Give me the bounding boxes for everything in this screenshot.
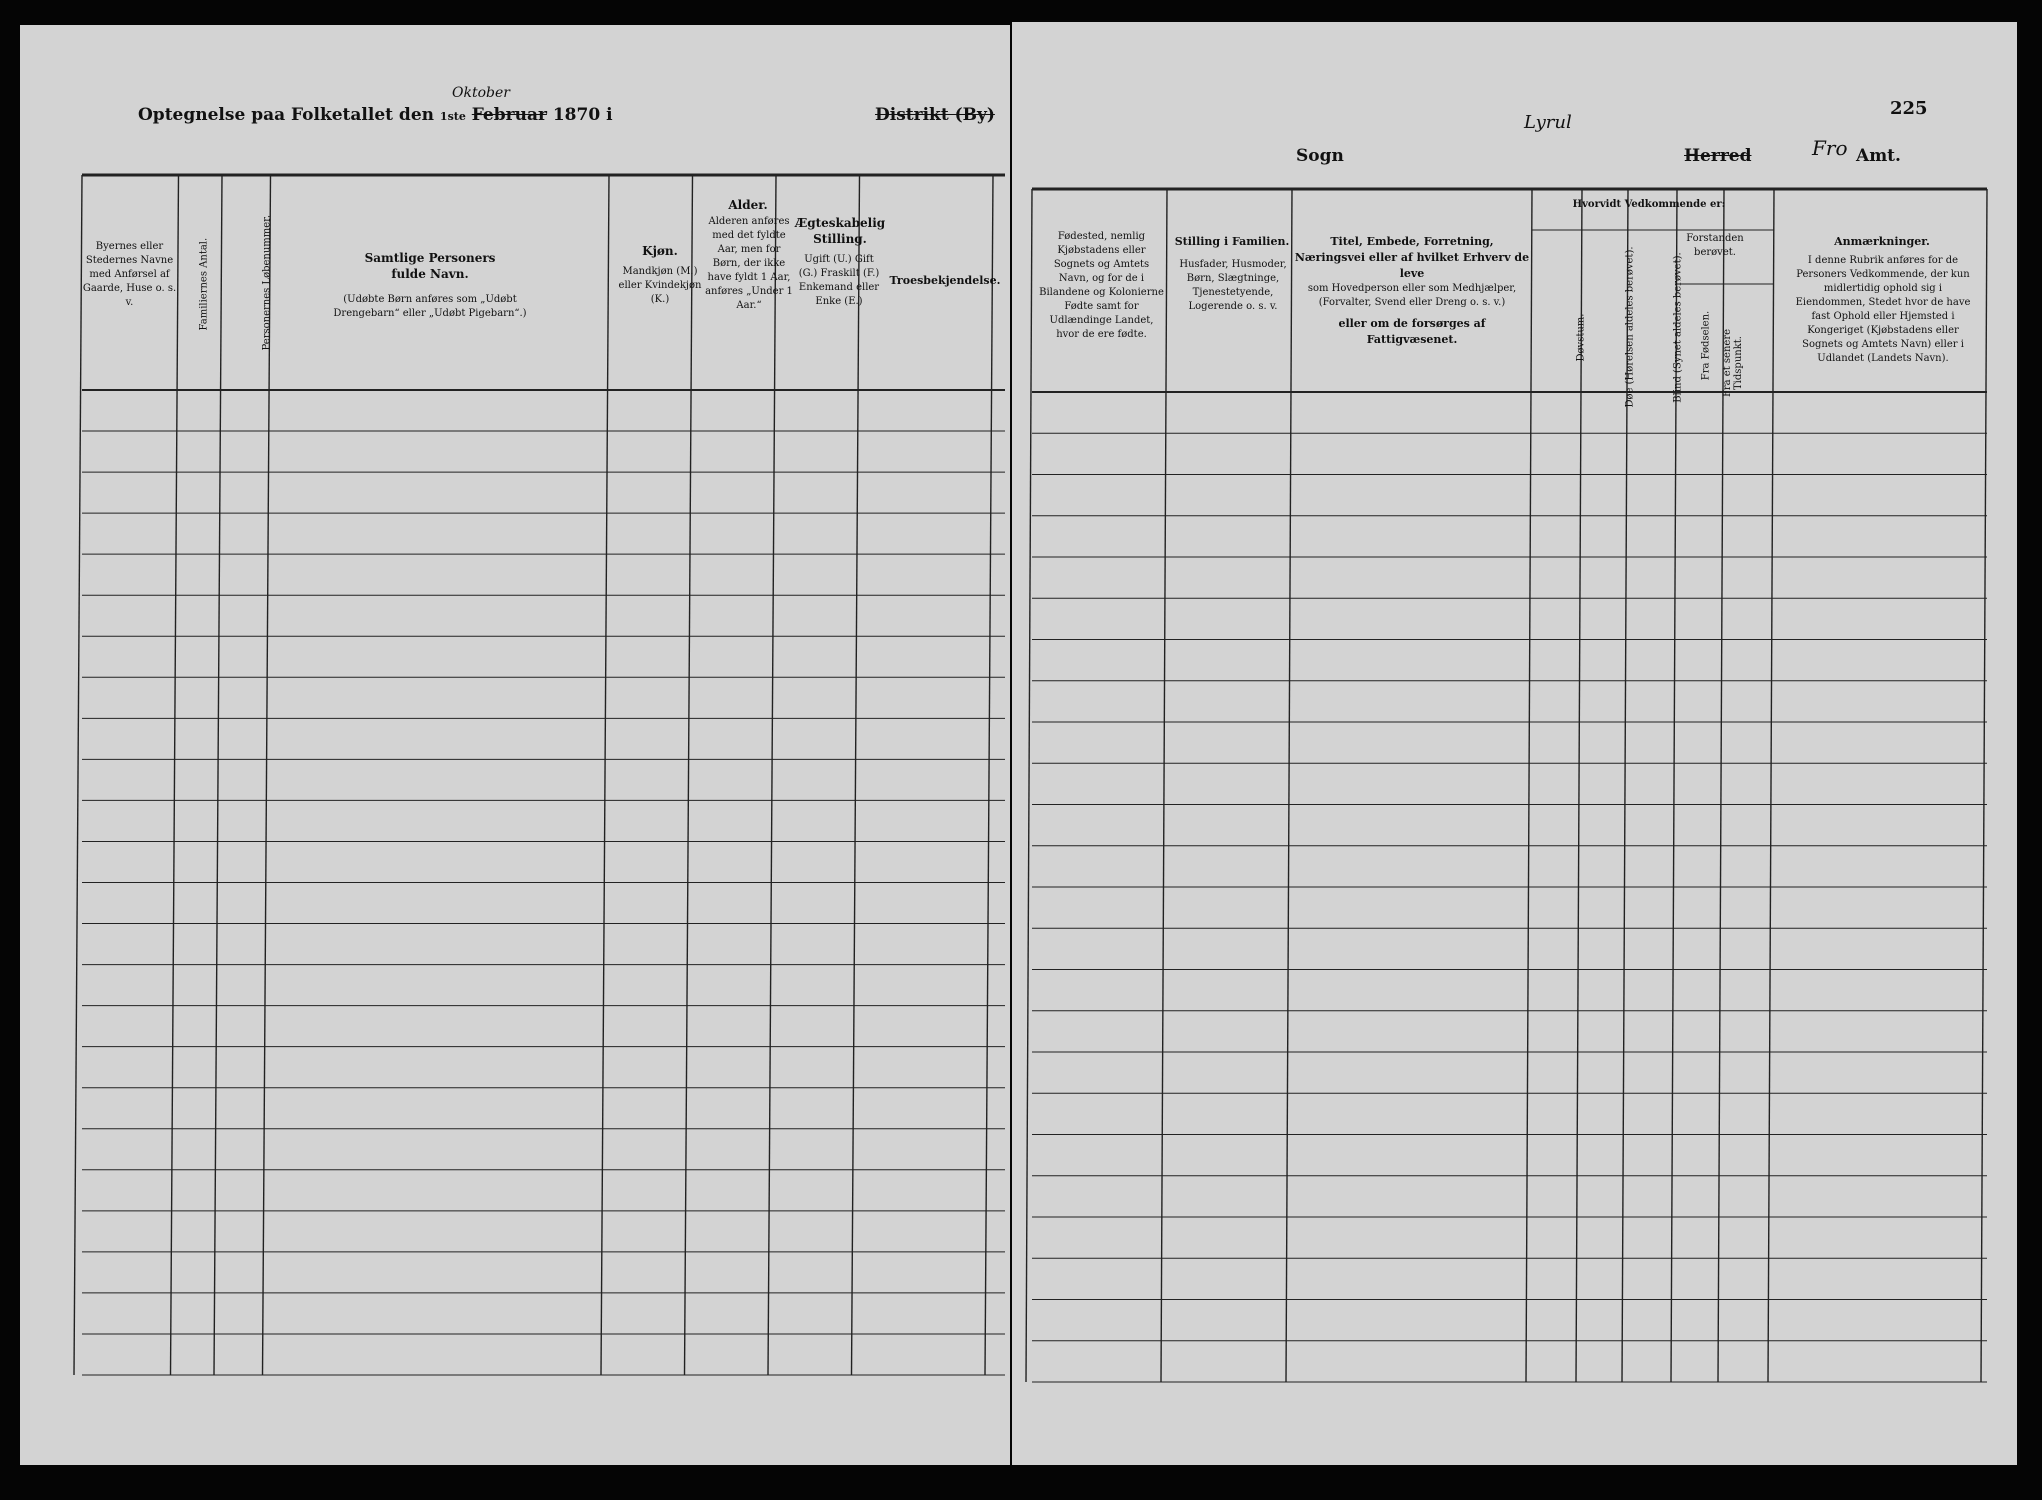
col-anm-title-visible: Anmærkninger. [1834, 235, 1930, 248]
col-titel-body: som Hovedperson eller som Medhjælper, (Forvalter, Svend eller Dreng o. s. v.) [1307, 283, 1517, 308]
col-personernes: Personernes Løbenummer. [261, 214, 273, 351]
title-year: 1870 i [552, 105, 613, 125]
col-fra-senere: Fra et senere Tidspunkt. [1722, 328, 1744, 398]
col-navn-note: (Udøbte Børn anføres som „Udøbt Drengebarn“ eller „Udøbt Pigebarn“.) [333, 294, 527, 319]
col-familiernes: Familiernes Antal. [198, 237, 210, 331]
col-alder-body: Alderen anføres med det fyldte Aar, men for Børn, der ikke have fyldt 1 Aar, anføres „Under 1 Aar.“ [705, 216, 793, 311]
amt-label: Amt. [1856, 146, 1901, 166]
parish-label: Sogn [1296, 146, 1344, 166]
col-anm-body: I denne Rubrik anføres for de Personers Vedkommende, der kun midlertidig ophold sig i Eiendommen, Stedet hvor de have fast Ophold eller Hjemsted i Kongeriget (Kjøbstadens eller Sognets og Amtets Navn) eller i Udlandet (Landets Navn). [1795, 255, 1971, 364]
column-line [852, 175, 860, 1375]
district-label: Distrikt (By) [875, 105, 995, 125]
col-byernes: Byernes eller Stedernes Navne med Anførsel af Gaarde, Huse o. s. v. [82, 241, 177, 308]
col-hvorvidt: Hvorvidt Vedkommende er: [1572, 199, 1726, 210]
col-titel-title: Titel, Embede, Forretning, Næringsvei eller af hvilket Erhverv de leve [1294, 235, 1530, 280]
col-titel-tail: eller om de forsørges af Fattigvæsenet. [1338, 317, 1486, 346]
col-doe: Døe (Hørelsen aldeles berøvet). [1624, 246, 1636, 408]
column-line [985, 175, 993, 1375]
column-line [1526, 189, 1532, 1382]
col-tros: Troesbekjendelse. [889, 274, 1001, 287]
herred-label: Herred [1684, 146, 1752, 166]
right-page [1012, 22, 2017, 1465]
column-line [1026, 189, 1032, 1382]
column-line [1981, 189, 1987, 1382]
column-line [768, 175, 776, 1375]
col-fra-fodselen: Fra Fødselen. [1700, 310, 1712, 381]
column-line [601, 175, 609, 1375]
page-number: 225 [1890, 98, 1928, 119]
col-forstanden: Forstanden berøvet. [1686, 233, 1744, 258]
col-kjon-body: Mandkjøn (M.) eller Kvindekjøn (K.) [618, 266, 702, 305]
column-line [263, 175, 271, 1375]
title-prefix: Optegnelse paa Folketallet den [138, 105, 434, 125]
column-line [171, 175, 179, 1375]
parish-handwritten: Lyrul [1524, 112, 1572, 133]
column-line [1286, 189, 1292, 1382]
col-dovstum: Døvstum. [1575, 313, 1587, 362]
col-navn-title: Samtlige Personers fulde Navn. [364, 251, 496, 281]
month-handwritten: Oktober [452, 85, 510, 101]
col-fodested: Fødested, nemlig Kjøbstadens eller Sognets og Amtets Navn, og for de i Bilandene og Kolonierne Fødte samt for Udlændinge Landet, hvor de ere fødte. [1039, 231, 1164, 340]
column-line [1161, 189, 1167, 1382]
col-alder-title: Alder. [728, 198, 768, 212]
title-day: 1ste [439, 110, 466, 123]
column-line [685, 175, 693, 1375]
amt-handwritten: Fro [1812, 136, 1848, 160]
col-blind: Blind (Synet aldeles berøvet). [1672, 252, 1684, 403]
title-month-struck: Februar [471, 105, 547, 125]
column-line [74, 175, 82, 1375]
col-aegt-body: Ugift (U.) Gift (G.) Fraskilt (F.) Enkemand eller Enke (E.) [798, 254, 880, 307]
column-line [1768, 189, 1774, 1382]
column-line [214, 175, 222, 1375]
col-stilling-body: Husfader, Husmoder, Børn, Slægtninge, Tjenestetyende, Logerende o. s. v. [1179, 259, 1287, 312]
col-kjon-title: Kjøn. [642, 244, 678, 258]
col-aegt-title: Ægteskabelig Stilling. [794, 216, 886, 246]
col-stilling-title: Stilling i Familien. [1174, 235, 1290, 248]
left-page [20, 25, 1010, 1465]
